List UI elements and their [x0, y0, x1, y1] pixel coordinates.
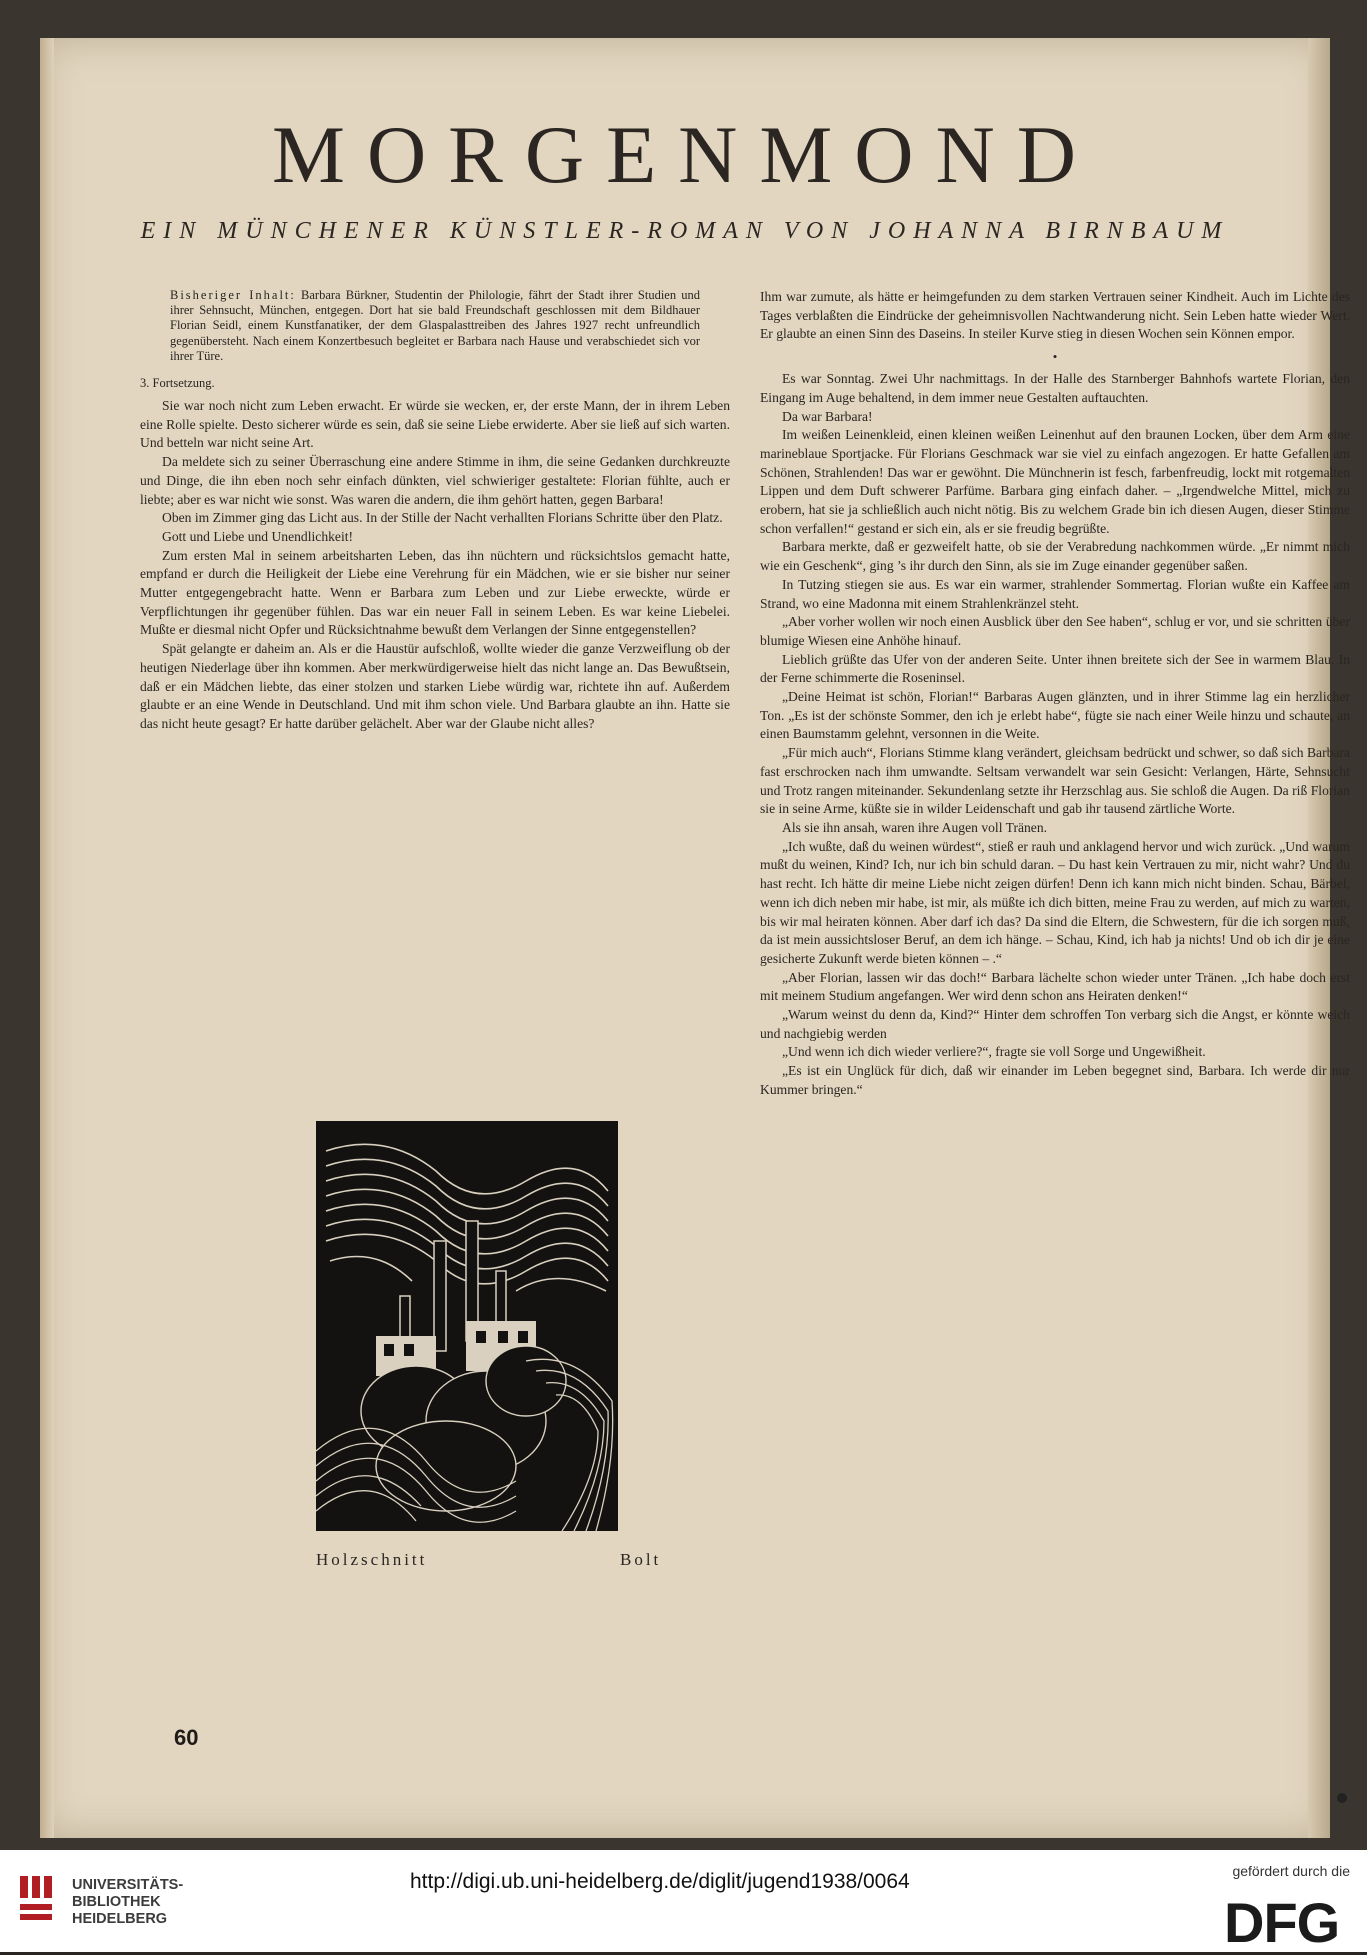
funding-note: gefördert durch die [1232, 1863, 1350, 1879]
paragraph: „Es ist ein Unglück für dich, daß wir einander im Leben begegnet sind, Barbara. Ich werde dir nur Kummer bringen.“ [760, 1063, 1350, 1097]
paragraph: Als sie ihn ansah, waren ihre Augen voll Tränen. [782, 819, 1048, 835]
paragraph: Ihm war zumute, als hätte er heimgefunden zu dem starken Vertrauen seiner Kindheit. Auch im Lichte des Tages verblaßten die Eindrücke der geheimnisvollen Nachtwanderung nicht. Sein Leben hatte wieder Wert. Er glaubte an einen Sinn des Daseins. In steiler Kurve stieg in diesen Wochen sein Können empor. [760, 289, 1350, 342]
magazine-page [40, 38, 1350, 1838]
dfg-logo: DFG [1224, 1891, 1340, 1954]
installment-label: 3. Fortsetzung. [140, 376, 215, 391]
synopsis-lead: Bisheriger Inhalt: [170, 288, 296, 302]
university-library-logo-icon [18, 1868, 58, 1938]
synopsis-text: Barbara Bürkner, Studentin der Philologie, fährt der Stadt ihrer Studien und ihrer Sehnsucht, München, entgegen. Dort hat sie bald Freundschaft geschlossen mit dem Bildhauer Florian Seidl, einem Kunstfanatiker, der dem Glaspalasttreiben des Jahres 1927 recht unfreundlich gegenübersteht. Nach einem Konzertbesuch begleitet er Barbara nach Hause und verabschiedet sich vor ihrer Türe. [170, 288, 701, 363]
paragraph: „Aber vorher wollen wir noch einen Ausblick über den See haben“, schlug er vor, und sie schritten über blumige Wiesen eine Anhöhe hinauf. [760, 614, 1350, 648]
library-name-line: BIBLIOTHEK [72, 1894, 161, 1910]
paragraph: Lieblich grüßte das Ufer von der anderen Seite. Unter ihnen breitete sich der See in warmem Blau. In der Ferne schimmerte die Roseninsel. [760, 651, 1350, 686]
paragraph: „Aber Florian, lassen wir das doch!“ Barbara lächelte schon wieder unter Tränen. „Ich habe doch erst mit meinem Studium angefangen. Wer wird denn schon ans Heiraten denken!“ [760, 969, 1350, 1004]
library-name-line: HEIDELBERG [72, 1911, 168, 1927]
paragraph: „Für mich auch“, Florians Stimme klang verändert, gleichsam bedrückt und schwer, so daß sich Barbara fast erschrocken nach ihm umwandte. Seltsam verwandelt war sein Gesicht: Verlangen, Härte, Sehnsucht und Trotz rangen miteinander. Sekundenlang setzte ihr Herzschlag aus. Sie schloß die Augen. Da riß Florian sie in seine Arme, küßte sie in wilder Leidenschaft und gab ihr tausend zärtliche Worte. [760, 745, 1350, 817]
page-number: 60 [174, 1725, 199, 1750]
paragraph: „Warum weinst du denn da, Kind?“ Hinter dem schroffen Ton verbarg sich die Angst, er könnte weich und nachgiebig werden [760, 1007, 1350, 1041]
woodcut-illustration [316, 1121, 618, 1531]
story-title: MORGENMOND [272, 109, 1098, 200]
library-name-line: UNIVERSITÄTS- [72, 1877, 184, 1893]
footer-bar [0, 1850, 1367, 1952]
right-column [760, 288, 1350, 1100]
paragraph: Gott und Liebe und Unendlichkeit! [162, 528, 354, 544]
paragraph: Barbara merkte, daß er gezweifelt hatte, ob sie der Verabredung nachkommen würde. „Er nimmt mich wie ein Geschenk“, ging ’s ihr durch den Sinn, als sie im Zuge einander gegenüber saßen. [760, 539, 1350, 574]
story-subtitle: EIN MÜNCHENER KÜNSTLER-ROMAN VON JOHANNA BIRNBAUM [140, 218, 1230, 244]
paragraph: „Deine Heimat ist schön, Florian!“ Barbaras Augen glänzten, und in ihrer Stimme lag ein herzlicher Ton. „Es ist der schönste Sommer, den ich je erlebt habe“, fügte sie nach einer Weile hinzu und schaute, an einen Baumstamm gelehnt, versonnen in die Weite. [760, 689, 1350, 742]
synopsis [170, 288, 700, 364]
woodcut-image [316, 1121, 618, 1531]
paragraph: Sie war noch nicht zum Leben erwacht. Er würde sie wecken, er, der erste Mann, der in ihrem Leben eine Rolle spielte. Desto sicherer würde es sein, daß sie seine Liebe erwiderte. Aber sie ließ auf sich warten. Und betteln war nicht seine Art. [140, 398, 730, 451]
illustration-caption-technique: Holzschnitt [316, 1550, 428, 1569]
paragraph: Da meldete sich zu seiner Überraschung eine andere Stimme in ihm, die seine Gedanken durchkreuzte und Dinge, die ihn eben noch sehr einfach dünkten, viel schwieriger gestaltete: Florian fühlte, auch er liebte; aber es war nicht wie sonst. Was waren die andern, die ihm gehört hatten, gegen Barbara! [140, 454, 730, 507]
paragraph: Oben im Zimmer ging das Licht aus. In der Stille der Nacht verhallten Florians Schritte über den Platz. [162, 510, 723, 526]
paragraph: Im weißen Leinenkleid, einen kleinen weißen Leinenhut auf den braunen Locken, über dem Arm eine marineblaue Sportjacke. Für Florians Geschmack war sie viel zu einfach angezogen. Er hatte Gefallen am Schönen, Strahlenden! Das war er gewöhnt. Die Münchnerin ist fesch, farbenfreudig, lockt mit rotgemalten Lippen und dem Duft schwerer Parfüme. Barbara ging einfach daher. – „Irgendwelche Mittel, mich zu erobern, hat sie ja schließlich auch nicht nötig. Bis zu welchem Grade bin ich diesen Augen, dieser Stimme schon verfallen!“ gestand er sich ein, als er sie freudig begrüßte. [760, 427, 1350, 536]
page-left-edge [40, 38, 54, 1838]
illustration-caption-artist: Bolt [620, 1550, 662, 1569]
paper-spot [1337, 1793, 1347, 1803]
paragraph: In Tutzing stiegen sie aus. Es war ein warmer, strahlender Sommertag. Florian wußte ein Kaffee am Strand, wo eine Madonna mit einem Strahlenkränzel steht. [760, 576, 1350, 611]
paragraph: Da war Barbara! [782, 408, 873, 424]
library-name [72, 1877, 183, 1928]
permalink-url[interactable]: http://digi.ub.uni-heidelberg.de/diglit/jugend1938/0064 [410, 1870, 910, 1893]
paragraph: Zum ersten Mal in seinem arbeitsharten Leben, das ihn nüchtern und rücksichtslos gemacht hatte, empfand er durch die Heiligkeit der Liebe eine Verehrung für ein Mädchen, wie er sie bisher nur seiner Mutter entgegengebracht hatte. Wenn er Barbara zum Leben und zur Liebe erweckte, würde er Verpflichtungen ihr gegenüber fühlen. Das war ein neuer Fall in seinem Leben. Es war keine Liebelei. Mußte er diesmal nicht Opfer und Rücksichtnahme bewußt dem Verlangen der Sinne entgegenstellen? [140, 547, 730, 638]
paragraph: Es war Sonntag. Zwei Uhr nachmittags. In der Halle des Starnberger Bahnhofs wartete Florian, den Eingang im Auge behaltend, in dem immer neue Gestalten auftauchten. [760, 371, 1350, 405]
paragraph: Spät gelangte er daheim an. Als er die Haustür aufschloß, wollte wieder die ganze Verzweiflung ob der heutigen Niederlage über ihn kommen. Aber merkwürdigerweise hielt das nicht lange an. Das Bewußtsein, daß er ein Mädchen liebte, das einer stolzen und starken Liebe würdig war, richtete ihn auf. Außerdem glaubte er an eine Wende in Deutschland. Und mit ihm schon viele. Und Barbara glaubte an ihn. Hatte sie das nicht heute gesagt? Er hatte darüber gelächelt. Aber war der Glaube nicht alles? [140, 641, 730, 731]
section-divider: • [1052, 349, 1058, 365]
paragraph: „Ich wußte, daß du weinen würdest“, stieß er rauh und anklagend hervor und wich zurück. „Und warum mußt du weinen, Kind? Ich, nur ich bin schuld daran. – Du hast kein Vertrauen zu mir, nicht wahr? Und du hast recht. Ich hätte dir meine Liebe nicht zeigen dürfen! Denn ich kann mich nicht binden. Schau, Bärbel, wenn ich dich neben mir habe, ist mir, als müßte ich dich bitten, meine Frau zu werden, auf mich zu warten, bis wir mal heiraten können. Aber darf ich das? Da sind die Eltern, die Schwestern, für die ich sorgen muß, da ist mein aussichtsloser Beruf, an dem ich hänge. – Schau, Kind, ich hab ja nichts! Und ob ich dir je eine gesicherte Zukunft werde bieten können – .“ [760, 838, 1350, 966]
left-column [140, 288, 730, 734]
paragraph: „Und wenn ich dich wieder verliere?“, fragte sie voll Sorge und Ungewißheit. [782, 1044, 1206, 1060]
